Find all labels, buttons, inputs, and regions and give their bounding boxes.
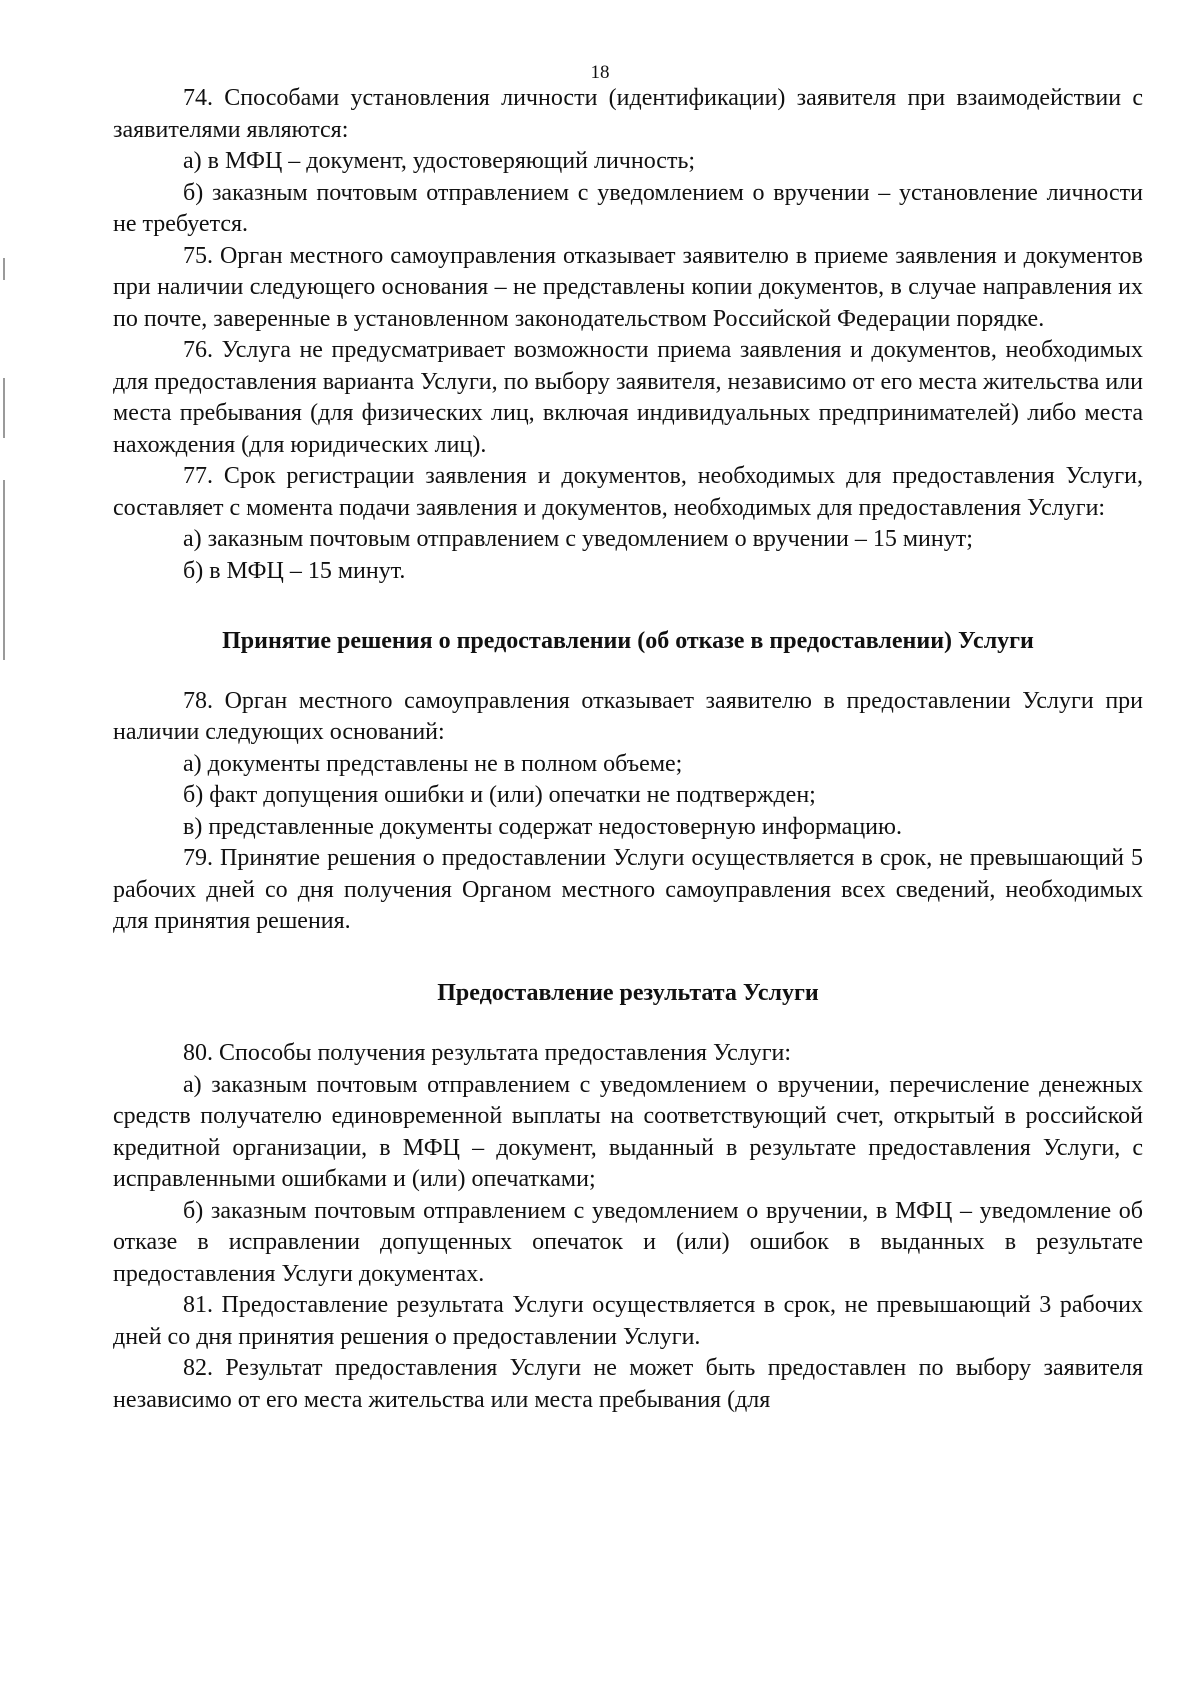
paragraph-80-item-a: а) заказным почтовым отправлением с уведомлением о вручении, перечисление денежных средств получателю единовременной выплаты на соответствующий счет, открытый в российской кредитной организации, в МФЦ – документ, выданный в результате предоставления Услуги, с исправленными ошибками и (или) опечатками; [113, 1071, 1143, 1192]
document-body [113, 83, 1143, 1416]
paragraph-74: 74. Способами установления личности (идентификации) заявителя при взаимодействии с заявителями являются: [113, 85, 1143, 143]
section-heading-result: Предоставление результата Услуги [437, 979, 819, 1006]
paragraph-74-item-a: а) в МФЦ – документ, удостоверяющий личность; [183, 148, 696, 174]
paragraph-80: 80. Способы получения результата предоставления Услуги: [183, 1040, 792, 1066]
paragraph-75: 75. Орган местного самоуправления отказывает заявителю в приеме заявления и документов при наличии следующего основания – не представлены копии документов, в случае направления их по почте, заверенные в установленном законодательством Российской Федерации порядке. [113, 242, 1143, 332]
section-heading-decision: Принятие решения о предоставлении (об отказе в предоставлении) Услуги [222, 628, 1034, 654]
page-number: 18 [590, 62, 610, 83]
paragraph-78: 78. Орган местного самоуправления отказывает заявителю в предоставлении Услуги при наличии следующих оснований: [113, 687, 1143, 745]
paragraph-81: 81. Предоставление результата Услуги осуществляется в срок, не превышающий 3 рабочих дней со дня принятия решения о предоставлении Услуги. [113, 1292, 1143, 1350]
paragraph-76: 76. Услуга не предусматривает возможности приема заявления и документов, необходимых для предоставления варианта Услуги, по выбору заявителя, независимо от его места жительства или места пребывания (для физических лиц, включая индивидуальных предпринимателей) либо места нахождения (для юридических лиц). [113, 337, 1143, 458]
scan-edge-mark [3, 378, 5, 438]
scan-edge-mark [3, 480, 5, 660]
paragraph-78-item-c: в) представленные документы содержат недостоверную информацию. [183, 813, 902, 840]
paragraph-82: 82. Результат предоставления Услуги не может быть предоставлен по выбору заявителя независимо от его места жительства или места пребывания (для [113, 1355, 1143, 1413]
paragraph-80-item-b: б) заказным почтовым отправлением с уведомлением о вручении, в МФЦ – уведомление об отказе в исправлении допущенных опечаток и (или) ошибок в выданных в результате предоставления Услуги документах. [113, 1197, 1143, 1287]
paragraph-78-item-b: б) факт допущения ошибки и (или) опечатки не подтвержден; [183, 782, 816, 808]
paragraph-74-item-b: б) заказным почтовым отправлением с уведомлением о вручении – установление личности не требуется. [113, 179, 1143, 237]
paragraph-78-item-a: а) документы представлены не в полном объеме; [183, 750, 683, 777]
paragraph-77: 77. Срок регистрации заявления и документов, необходимых для предоставления Услуги, составляет с момента подачи заявления и документов, необходимых для предоставления Услуги: [113, 463, 1143, 521]
paragraph-79: 79. Принятие решения о предоставлении Услуги осуществляется в срок, не превышающий 5 рабочих дней со дня получения Органом местного самоуправления всех сведений, необходимых для принятия решения. [113, 845, 1143, 934]
scan-edge-mark [3, 258, 5, 280]
paragraph-77-item-a: а) заказным почтовым отправлением с уведомлением о вручении – 15 минут; [183, 526, 973, 552]
paragraph-77-item-b: б) в МФЦ – 15 минут. [183, 557, 406, 584]
